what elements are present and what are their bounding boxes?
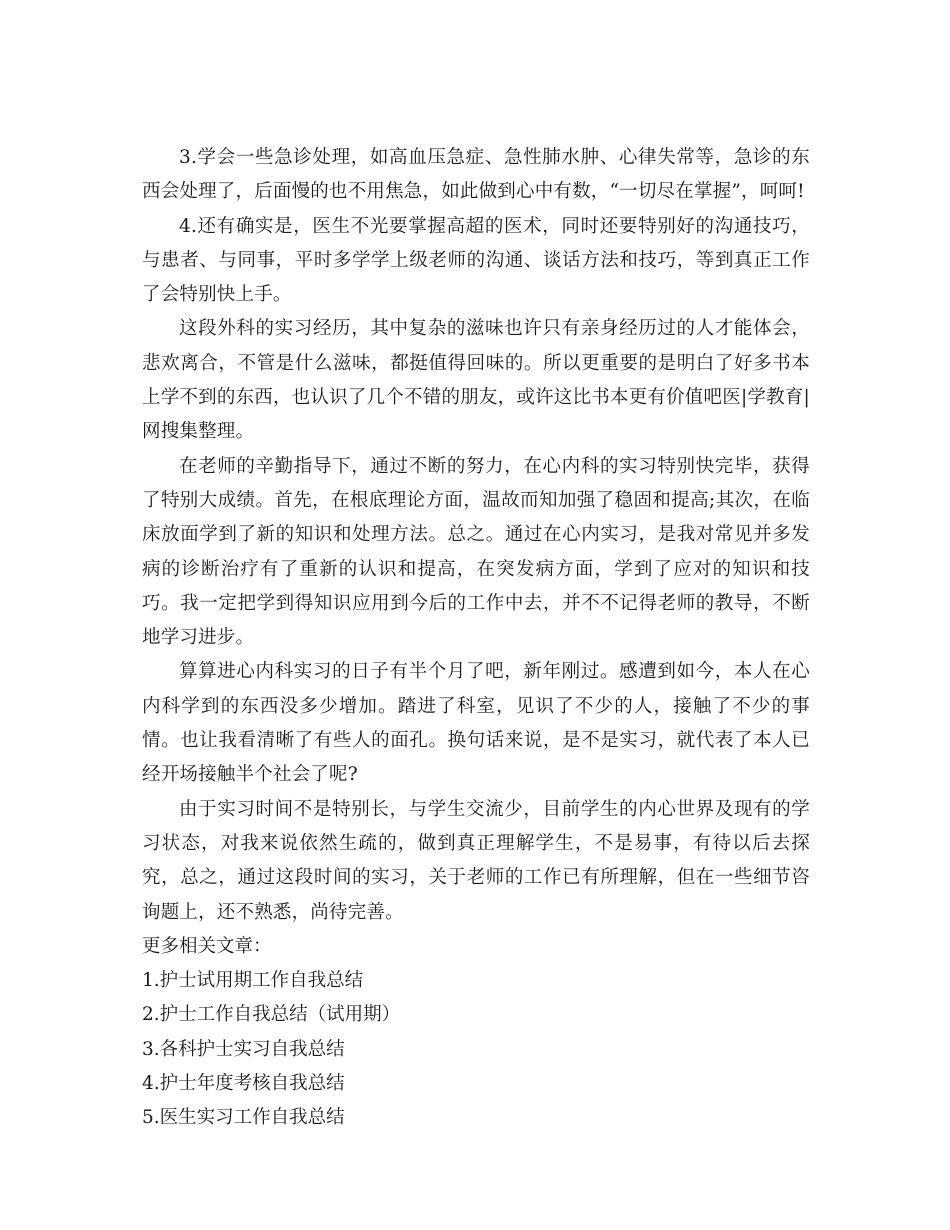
article-body xyxy=(142,141,810,930)
related-articles-list xyxy=(142,964,810,1135)
related-article-link[interactable]: 3.各科护士实习自我总结 xyxy=(142,1038,345,1060)
paragraph-half-month-reflection: 算算进心内科实习的日子有半个月了吧，新年刚过。感遭到如今，本人在心内科学到的东西没多少增加。踏进了科室，见识了不少的人，接触了不少的事情。也让我看清晰了有些人的面孔。换句话来说，是不是实习，就代表了本人已经开场接触半个社会了呢? xyxy=(142,661,810,786)
paragraph-communication-skills: 4.还有确实是，医生不光要掌握高超的医术，同时还要特别好的沟通技巧，与患者、与同事，平时多学学上级老师的沟通、谈话方法和技巧，等到真正工作了会特别快上手。 xyxy=(142,215,810,306)
related-article-link[interactable]: 2.护士工作自我总结（试用期） xyxy=(142,1004,401,1026)
related-articles xyxy=(142,930,810,1136)
paragraph-emergency-skills: 3.学会一些急诊处理，如高血压急症、急性肺水肿、心律失常等，急诊的东西会处理了，后面慢的也不用焦急，如此做到心中有数，“一切尽在掌握”，呵呵! xyxy=(142,147,810,203)
paragraph-surgery-internship: 这段外科的实习经历，其中复杂的滋味也许只有亲身经历过的人才能体会，悲欢离合，不管是什么滋味，都挺值得回味的。所以更重要的是明白了好多书本上学不到的东西，也认识了几个不错的朋友，或许这比书本更有价值吧医|学教育|网搜集整理。 xyxy=(142,318,810,443)
paragraph-cardiology-progress: 在老师的辛勤指导下，通过不断的努力，在心内科的实习特别快完毕，获得了特别大成绩。首先，在根底理论方面，温故而知加强了稳固和提高;其次，在临床放面学到了新的知识和处理方法。总之。通过在心内实习，是我对常见并多发病的诊断治疗有了重新的认识和提高，在突发病方面，学到了应对的知识和技巧。我一定把学到得知识应用到今后的工作中去，并不不记得老师的教导，不断地学习进步。 xyxy=(142,455,810,649)
document-page xyxy=(142,141,810,1136)
related-article-link[interactable]: 1.护士试用期工作自我总结 xyxy=(142,970,364,992)
related-article-link[interactable]: 5.医生实习工作自我总结 xyxy=(142,1107,345,1129)
paragraph-teaching-reflection: 由于实习时间不是特别长，与学生交流少，目前学生的内心世界及现有的学习状态，对我来说依然生疏的，做到真正理解学生，不是易事，有待以后去探究，总之，通过这段时间的实习，关于老师的工作已有所理解，但在一些细节咨询题上，还不熟悉，尚待完善。 xyxy=(142,798,810,923)
related-article-link[interactable]: 4.护士年度考核自我总结 xyxy=(142,1073,345,1095)
related-articles-heading: 更多相关文章： xyxy=(142,935,272,957)
